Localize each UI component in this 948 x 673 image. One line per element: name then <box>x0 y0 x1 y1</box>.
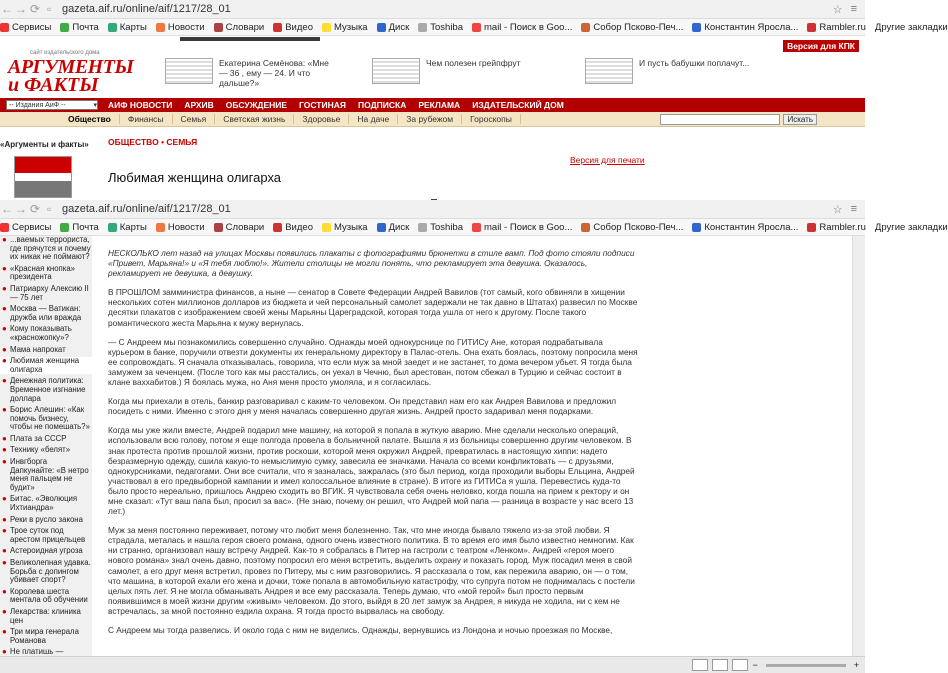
bookmark-label: Видео <box>285 221 313 233</box>
bookmark-icon <box>322 223 331 232</box>
layout-icon[interactable] <box>692 659 708 671</box>
submenu-item[interactable]: Светская жизнь <box>215 114 294 124</box>
sidebar-link[interactable] <box>0 495 92 512</box>
promo-text: Екатерина Семёнова: «Мне — 36 , ему — 24. И что дальше?» <box>219 58 329 88</box>
sidebar-link[interactable] <box>0 547 92 556</box>
bookmark-icon <box>418 23 427 32</box>
site-logo[interactable] <box>8 50 160 98</box>
bookmark-item[interactable] <box>581 222 683 233</box>
bookmark-icon <box>108 23 117 32</box>
bookmark-label: Словари <box>225 21 265 33</box>
article-paragraph: Муж за меня постоянно переживает, потому что любит меня болезненно. Так, что мне иногда бывало тяжело из-за этой любви. Я страдала, металась и нашла героя своего романа, одного очень известного политика. В то время его имя было известно немногим. Как ни странно, организовал нашу встречу Андрей. Как-то я собралась в Питер на гастроли с театром «Ленком». Андрей «героя моего нового романа» знал очень давно, поэтому попросил его меня встретить, выделить охрану и показать город. Муж посадил меня в свой самолет, а его друг меня встретил, провез по Питеру, мы с ним разговорились. Я рассказала о том, как пережила аварию, он — о том, что машина, в которой ехали его жена и дочки, тоже попала в автомобильную катастрофу, что супруга потом не поднималась с постели целых пять лет. Я не могла обманывать Андрея и все ему рассказала. Теперь думаю, что «мой герой» был просто первым появившимся в моей жизни другим «живым» человеком. До этого, выйдя в 20 лет замуж за Андрея, я никуда не ходила, ни с кем не встречалась, за мной постоянно ездила охрана. Я тогда просто вырвалась на свободу. <box>108 525 635 616</box>
bookmark-icon <box>273 223 282 232</box>
bookmark-icon <box>581 23 590 32</box>
search-button[interactable]: Искать <box>783 114 817 125</box>
sidebar-link[interactable] <box>0 346 92 355</box>
bullet-icon: ● <box>2 606 7 616</box>
menu-item[interactable]: ПОДПИСКА <box>357 100 407 110</box>
article-paragraph: — С Андреем мы познакомились совершенно случайно. Однажды моей однокурснице по ГИТИСу Ане, которая подрабатывала курьером в банке, поручили отвезти документы их генеральному директору в Палас-отель. Она ехать боялась, поэтому попросила меня ее сопровождать. Я сначала отказывалась, говорила, что если муж за мной заедет и не застанет, то дома вечером убьет. Я тогда была замужем за чеченцем. (После того как мы расстались, он уехал в Чечню, был арестован, потом сбежал в Турцию и сейчас состоит в клане ваххабитов.) Я боялась мужа, но Аня меня просто умоляла, и я согласилась. <box>108 336 638 388</box>
sidebar-link-label: Лекарства: клиника цен <box>10 606 81 625</box>
bookmark-label: Собор Псково-Печ... <box>593 221 684 233</box>
bookmark-item[interactable] <box>472 222 572 233</box>
promo-thumb <box>165 58 213 84</box>
sidebar-link[interactable] <box>0 406 92 432</box>
url-field[interactable]: gazeta.aif.ru/online/aif/1217/28_01 <box>62 203 231 215</box>
sidebar-link-label: ...ваемых террориста, где прячутся и почему их никак не поймают? <box>10 235 91 262</box>
promo-thumb <box>585 58 633 84</box>
bookmark-label: Почта <box>72 221 99 233</box>
sidebar-link[interactable] <box>0 527 92 544</box>
sidebar-title: «Аргументы и факты» <box>0 140 89 149</box>
bookmark-label: Rambler.ru <box>819 21 866 33</box>
promo-text: Чем полезен грейпфрут <box>426 58 521 68</box>
bullet-icon: ● <box>2 526 7 536</box>
bookmark-item[interactable] <box>581 22 683 33</box>
bookmark-label: Сервисы <box>12 21 52 33</box>
bookmark-icon <box>0 23 9 32</box>
bookmark-label: Диск <box>388 221 410 233</box>
bookmark-icon <box>377 23 386 32</box>
submenu-item[interactable]: Финансы <box>120 114 173 124</box>
bookmark-icon <box>273 23 282 32</box>
menu-icon[interactable]: ≡ <box>850 2 857 15</box>
bookmark-label: Собор Псково-Печ... <box>593 21 684 33</box>
bullet-icon: ● <box>2 405 7 415</box>
bookmark-icon <box>214 23 223 32</box>
article-paragraph: Когда мы приехали в отель, банкир разговаривал с каким-то человеком. Он представил нам его как Андрея Вавилова и предложил посидеть с ними. Именно с этого дня у меня началась совершенно другая жизнь. Андрей просто задаривал меня подарками. <box>108 396 617 417</box>
promo-1[interactable] <box>165 58 339 88</box>
bookmark-label: Константин Яросла... <box>704 221 799 233</box>
menu-icon[interactable]: ≡ <box>850 202 857 215</box>
promo-2[interactable] <box>372 58 546 88</box>
promo-text: И пусть бабушки поплачут... <box>639 58 750 68</box>
sidebar-link-label: Плата за СССР <box>10 433 67 443</box>
bookmark-label: Словари <box>225 221 265 233</box>
star-icon[interactable]: ☆ <box>832 3 843 16</box>
bookmark-label: Константин Яросла... <box>704 21 799 33</box>
bookmark-item[interactable] <box>156 22 205 33</box>
promo-3[interactable] <box>585 58 779 88</box>
bullet-icon: ● <box>2 344 7 354</box>
bookmark-item[interactable] <box>418 222 463 233</box>
bookmark-icon <box>692 23 701 32</box>
bookmark-label: mail - Поиск в Goo... <box>484 21 573 33</box>
bookmark-item[interactable] <box>156 222 205 233</box>
forward-icon[interactable]: → <box>15 2 27 16</box>
bookmark-label: Toshiba <box>430 221 463 233</box>
bookmark-label: Сервисы <box>12 221 52 233</box>
sub-menu <box>0 112 865 127</box>
bookmark-item[interactable] <box>692 22 798 33</box>
bookmark-icon <box>377 223 386 232</box>
bookmark-item[interactable] <box>108 22 147 33</box>
bookmark-icon <box>807 223 816 232</box>
scrollbar[interactable] <box>852 236 865 656</box>
bookmark-item[interactable] <box>807 222 865 233</box>
address-bar <box>0 0 865 19</box>
sidebar-link-label: Патриарху Алексию II — 75 лет <box>10 283 89 302</box>
promo-thumb <box>372 58 420 84</box>
article-paragraph: НЕСКОЛЬКО лет назад на улицах Москвы появились плакаты с фотографиями брюнетки в стиле вамп. Под фото стояли подписи «Привет, Марьяна!» и «Я тебя люблю!». Жители столицы не могли понять, что рекламирует эта девушка. Оказалось, рекламирует не девушка, а девушку. <box>108 248 635 279</box>
edition-select[interactable] <box>6 100 98 110</box>
sidebar-link-label: Борис Алешин: «Как помочь бизнесу, чтобы не помешать?» <box>10 405 90 432</box>
top-banner <box>0 37 865 50</box>
back-icon[interactable]: ← <box>1 202 13 216</box>
bookmark-item[interactable] <box>472 22 572 33</box>
forward-icon[interactable]: → <box>15 202 27 216</box>
sidebar-link[interactable] <box>0 285 92 302</box>
print-version-link[interactable]: Версия для печати <box>570 155 645 165</box>
bookmark-item[interactable] <box>273 22 313 33</box>
chevron-down-icon: ▾ <box>93 102 97 109</box>
bookmark-label: Музыка <box>333 21 368 33</box>
sidebar-link[interactable] <box>0 265 92 282</box>
article-body <box>108 248 638 644</box>
bookmark-item[interactable] <box>108 222 147 233</box>
bookmark-label: Rambler.ru <box>819 221 866 233</box>
bullet-icon: ● <box>2 376 7 386</box>
star-icon[interactable]: ☆ <box>832 203 843 216</box>
bookmark-icon <box>692 223 701 232</box>
bookmark-label: Почта <box>72 21 99 33</box>
sidebar-link-label: Кому показывать «красножопку»? <box>10 324 72 342</box>
submenu-item[interactable]: Гороскопы <box>462 114 521 124</box>
bookmark-item[interactable] <box>322 22 368 33</box>
bookmark-icon <box>60 223 69 232</box>
other-bookmarks[interactable]: Другие закладки <box>874 221 948 233</box>
bookmark-label: Карты <box>119 221 147 233</box>
sidebar-link-label: Астероидная угроза <box>10 546 83 556</box>
sidebar-link-label: Технику «белят» <box>10 445 71 455</box>
bullet-icon: ● <box>2 647 7 657</box>
sidebar-header <box>0 140 90 200</box>
bullet-icon: ● <box>2 627 7 637</box>
bookmark-label: Новости <box>167 221 205 233</box>
sidebar-link[interactable] <box>0 608 92 625</box>
bookmark-icon <box>214 223 223 232</box>
sidebar-link-label: Реки в русло закона <box>10 514 83 524</box>
article-title: Любимая женщина олигарха <box>108 170 282 185</box>
bullet-icon: ● <box>2 494 7 504</box>
sidebar-link[interactable] <box>0 236 92 262</box>
bookmark-item[interactable] <box>60 222 98 233</box>
bookmark-icon <box>156 223 165 232</box>
submenu-item[interactable]: Семья <box>173 114 216 124</box>
bullet-icon: ● <box>2 586 7 596</box>
bookmark-icon <box>0 223 9 232</box>
sidebar-link-label: «Красная кнопка» президента <box>10 263 76 282</box>
sidebar-link-label: Мама напрокат <box>10 344 66 354</box>
bookmark-item[interactable] <box>0 22 51 33</box>
back-icon[interactable]: ← <box>1 2 13 16</box>
menu-item[interactable]: АРХИВ <box>184 100 214 110</box>
bookmark-label: mail - Поиск в Goo... <box>484 221 573 233</box>
article-paragraph: С Андреем мы тогда развелись. И около года с ним не виделись. Однажды, вернувшись из Лондона и ночью проезжая по Москве, <box>108 625 613 635</box>
bookmark-icon <box>581 223 590 232</box>
sidebar-links <box>0 236 92 656</box>
bookmark-icon <box>472 23 481 32</box>
bullet-icon: ● <box>2 514 7 524</box>
bookmarks-bar-2 <box>0 219 948 236</box>
bullet-icon: ● <box>2 324 7 334</box>
sidebar-link-label: Трое суток под арестом прицельцев <box>10 526 86 544</box>
bookmark-item[interactable] <box>322 222 368 233</box>
zoom-slider[interactable] <box>766 664 846 667</box>
bookmark-icon <box>108 223 117 232</box>
logo-tagline: сайт издательского дома <box>30 50 100 56</box>
bookmark-item[interactable] <box>214 222 265 233</box>
bullet-icon: ● <box>2 356 7 366</box>
zoom-out-icon[interactable]: − <box>752 660 758 670</box>
reload-icon[interactable]: ⟳ <box>29 2 41 16</box>
sidebar-link[interactable] <box>0 628 92 645</box>
edition-select-value: -- Издания АиФ -- <box>9 101 66 109</box>
bookmark-item[interactable] <box>0 222 51 233</box>
submenu-item[interactable]: Общество <box>60 114 120 124</box>
bookmark-label: Карты <box>119 21 147 33</box>
bookmark-icon <box>156 23 165 32</box>
breadcrumb[interactable]: ОБЩЕСТВО • СЕМЬЯ <box>108 137 198 147</box>
submenu-item[interactable]: На даче <box>349 114 398 124</box>
bullet-icon: ● <box>2 457 7 467</box>
article-paragraph: В ПРОШЛОМ замминистра финансов, а ныне — сенатор в Совете Федерации Андрей Вавилов (тот самый, кого обвиняли в хищении нескольких сотен миллионов долларов из бюджета и чей персональный самолет задержали не так давно в Штатах) развесил по Москве десятки плакатов с изображением своей жены Марьяны Цареградской, которая тогда ушла от него к другому. После такого романтического жеста Марьяна к мужу вернулась. <box>108 287 638 328</box>
bookmark-label: Новости <box>167 21 205 33</box>
bookmark-item[interactable] <box>60 22 98 33</box>
bookmark-item[interactable] <box>214 22 265 33</box>
reload-icon[interactable]: ⟳ <box>29 202 41 216</box>
bookmark-icon <box>60 23 69 32</box>
address-bar-2 <box>0 200 865 219</box>
menu-item[interactable]: АИФ НОВОСТИ <box>108 100 173 110</box>
sidebar-link-label: Битас. «Эволюция Ихтиандра» <box>10 494 78 513</box>
bookmark-item[interactable] <box>377 22 410 33</box>
bullet-icon: ● <box>2 283 7 293</box>
search-input[interactable] <box>660 114 780 125</box>
sidebar-link-label: Денежная политика: Временное изгнание доллара <box>10 376 86 403</box>
sidebar-link[interactable] <box>0 377 92 403</box>
sidebar-link-label: Королева шеста ментала об обучении <box>10 586 88 605</box>
bookmark-item[interactable] <box>273 222 313 233</box>
sidebar-link-label: Великолепная удавка. Борьба с допингом убивает спорт? <box>10 558 91 585</box>
sidebar-link[interactable] <box>0 516 92 525</box>
zoom-in-icon[interactable]: + <box>853 660 859 670</box>
bullet-icon: ● <box>2 445 7 455</box>
menu-item[interactable]: ГОСТИНАЯ <box>299 100 346 110</box>
bookmark-icon <box>418 223 427 232</box>
submenu-item[interactable]: Здоровье <box>294 114 349 124</box>
bookmark-item[interactable] <box>418 22 463 33</box>
layout-icon[interactable] <box>732 659 748 671</box>
bookmark-item[interactable] <box>692 222 798 233</box>
menu-item[interactable]: ИЗДАТЕЛЬСКИЙ ДОМ <box>472 100 564 110</box>
bullet-icon: ● <box>2 304 7 314</box>
search-form <box>660 114 817 125</box>
layout-icon[interactable] <box>712 659 728 671</box>
bookmark-item[interactable] <box>807 22 865 33</box>
logo-line1: АРГУМЕНТЫ <box>8 56 134 78</box>
sidebar-link[interactable] <box>0 357 92 374</box>
url-field[interactable]: gazeta.aif.ru/online/aif/1217/28_01 <box>62 3 231 15</box>
sidebar-link-label: Москва — Ватикан: дружба или вражда <box>10 304 82 322</box>
logo-line2: и ФАКТЫ <box>8 74 99 96</box>
bookmark-item[interactable] <box>377 222 410 233</box>
bookmark-icon <box>322 23 331 32</box>
article-paragraph: Когда мы уже жили вместе, Андрей подарил мне машину, на которой я попала в жуткую аварию. Мне сделали несколько операций, использовали всю голову, потом я еще полгода провела в больничной палате. Вышла я из больницы совершенно другим человеком. В знак протеста против прошлой жизни, против роскоши, которой меня окружил Андрей, превратилась в настоящую хиппи: надето безразмерную одежду, сшила какую-то немыслимую сумку, завесила ее значками. Начала со всеми конфликтовать — с друзьями, однокурсниками, педагогами. Они все считали, что я зазналась, зажралась (это был период, когда проходили выборы Ельцина, Андрей участвовал в его предвыборной кампании и имел колоссальное влияние в стране). В итоге из ГИТИСа я ушла. Перевестись куда-то было просто нереально, пришлось Андрею сходить во ВГИК. Я чувствовала себя очень неловко, когда пошла на прием к ректору и он мне сказал: «Тут ваш папа был, просил за вас». (Не знаю, почему он решил, что Андрей мой папа — разница в возрасте у нас всего 13 лет.) <box>108 425 635 517</box>
bullet-icon: ● <box>2 558 7 567</box>
bookmark-label: Музыка <box>333 221 368 233</box>
bookmark-label: Toshiba <box>430 21 463 33</box>
sidebar-link-label: Инвгборга Дапкунайте: «В нетро меня пальцем не будит» <box>10 457 89 492</box>
menu-item[interactable]: ОБСУЖДЕНИЕ <box>225 100 288 110</box>
bookmark-label: Диск <box>388 21 410 33</box>
sidebar-link[interactable] <box>0 325 92 342</box>
page-icon: ▫ <box>46 202 52 216</box>
bookmark-icon <box>807 23 816 32</box>
bookmarks-bar <box>0 19 948 36</box>
menu-item[interactable]: РЕКЛАМА <box>418 100 461 110</box>
bookmark-icon <box>472 223 481 232</box>
sidebar-link[interactable] <box>0 588 92 605</box>
sidebar-link-label: Три мира генерала Романова <box>10 627 79 645</box>
page-icon: ▫ <box>46 2 52 16</box>
bullet-icon: ● <box>2 433 7 443</box>
sidebar-link[interactable] <box>0 305 92 322</box>
main-menu <box>0 98 865 112</box>
bullet-icon: ● <box>2 263 7 273</box>
sidebar-link-label: Не платишь — <box>10 647 64 657</box>
submenu-item[interactable]: За рубежом <box>398 114 462 124</box>
sidebar-link[interactable] <box>0 435 92 444</box>
pda-version-link[interactable]: Версия для КПК <box>783 40 859 52</box>
magazine-cover[interactable] <box>14 156 72 198</box>
bullet-icon: ● <box>2 235 7 244</box>
sidebar-link[interactable] <box>0 559 92 585</box>
bookmark-label: Видео <box>285 21 313 33</box>
sidebar-link[interactable] <box>0 446 92 455</box>
sidebar-link[interactable] <box>0 458 92 492</box>
other-bookmarks[interactable]: Другие закладки <box>874 21 948 33</box>
bullet-icon: ● <box>2 546 7 556</box>
status-bar <box>0 656 865 673</box>
sidebar-link-label: Любимая женщина олигарха <box>10 356 80 374</box>
